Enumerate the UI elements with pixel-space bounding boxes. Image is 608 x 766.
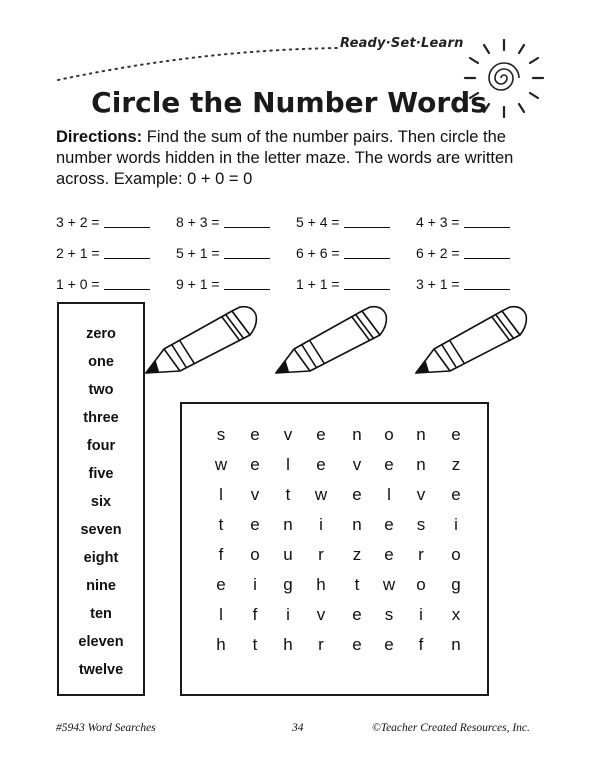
footer-book-title: #5943 Word Searches: [56, 722, 156, 734]
letter-cell[interactable]: w: [314, 485, 328, 504]
problem[interactable]: 3 + 1 =: [416, 276, 536, 292]
word-list-item: eight: [83, 550, 119, 566]
word-list-item: twelve: [78, 662, 124, 678]
brand-logo-text: Ready·Set·Learn: [340, 36, 464, 51]
problem[interactable]: 5 + 4 =: [296, 214, 416, 230]
letter-cell[interactable]: u: [283, 545, 293, 564]
letter-cell[interactable]: v: [283, 425, 293, 444]
letter-cell[interactable]: f: [252, 605, 258, 624]
letter-cell[interactable]: w: [382, 575, 396, 594]
letter-cell[interactable]: n: [283, 515, 293, 534]
letter-cell[interactable]: n: [352, 425, 362, 444]
letter-cell[interactable]: i: [419, 605, 423, 624]
letter-cell[interactable]: i: [319, 515, 323, 534]
letter-cell[interactable]: t: [285, 485, 291, 504]
letter-cell[interactable]: e: [451, 485, 461, 504]
letter-row: [182, 510, 487, 540]
sum-problems: [56, 206, 536, 299]
word-list-item: five: [88, 466, 114, 482]
word-list-box: [57, 302, 145, 696]
letter-cell[interactable]: n: [416, 425, 426, 444]
letter-cell[interactable]: v: [250, 485, 260, 504]
letter-cell[interactable]: e: [451, 425, 461, 444]
problem-row: [56, 268, 536, 299]
letter-cell[interactable]: n: [416, 455, 426, 474]
letter-cell[interactable]: w: [214, 455, 228, 474]
letter-cell[interactable]: e: [316, 455, 326, 474]
problem[interactable]: 1 + 0 =: [56, 276, 176, 292]
letter-cell[interactable]: n: [352, 515, 362, 534]
problem[interactable]: 9 + 1 =: [176, 276, 296, 292]
word-list-item: ten: [90, 606, 112, 622]
problem-row: [56, 206, 536, 237]
letter-row: [182, 540, 487, 570]
letter-cell[interactable]: e: [216, 575, 226, 594]
word-list-item: seven: [80, 522, 122, 538]
letter-cell[interactable]: l: [219, 485, 223, 504]
letter-cell[interactable]: v: [352, 455, 362, 474]
letter-cell[interactable]: g: [283, 575, 293, 594]
letter-cell[interactable]: r: [318, 545, 324, 564]
letter-cell[interactable]: r: [418, 545, 424, 564]
letter-cell[interactable]: l: [286, 455, 290, 474]
letter-cell[interactable]: o: [250, 545, 260, 564]
problem[interactable]: 5 + 1 =: [176, 245, 296, 261]
letter-cell[interactable]: s: [416, 515, 426, 534]
letter-cell[interactable]: o: [451, 545, 461, 564]
letter-cell[interactable]: e: [384, 455, 394, 474]
word-list-item: nine: [86, 578, 116, 594]
letter-cell[interactable]: t: [354, 575, 360, 594]
letter-cell[interactable]: e: [384, 515, 394, 534]
letter-cell[interactable]: e: [352, 485, 362, 504]
letter-cell[interactable]: e: [352, 635, 362, 654]
pencil-icon: [270, 305, 392, 381]
letter-cell[interactable]: l: [387, 485, 391, 504]
letter-cell[interactable]: h: [216, 635, 226, 654]
letter-cell[interactable]: o: [416, 575, 426, 594]
letter-cell[interactable]: s: [216, 425, 226, 444]
letter-cell[interactable]: e: [250, 425, 260, 444]
letter-cell[interactable]: e: [384, 635, 394, 654]
letter-cell[interactable]: i: [286, 605, 290, 624]
letter-maze: [180, 402, 489, 696]
problem[interactable]: 4 + 3 =: [416, 214, 536, 230]
letter-cell[interactable]: z: [352, 545, 362, 564]
letter-cell[interactable]: e: [352, 605, 362, 624]
footer-copyright: ©Teacher Created Resources, Inc.: [372, 722, 530, 734]
word-list-item: two: [88, 382, 114, 398]
letter-cell[interactable]: x: [451, 605, 461, 624]
word-list-item: eleven: [78, 634, 124, 650]
letter-row: [182, 450, 487, 480]
letter-cell[interactable]: f: [218, 545, 224, 564]
problem[interactable]: 6 + 2 =: [416, 245, 536, 261]
letter-cell[interactable]: h: [283, 635, 293, 654]
letter-cell[interactable]: e: [384, 545, 394, 564]
letter-row: [182, 630, 487, 660]
letter-cell[interactable]: t: [252, 635, 258, 654]
letter-cell[interactable]: n: [451, 635, 461, 654]
letter-cell[interactable]: s: [384, 605, 394, 624]
word-list-item: zero: [86, 326, 116, 342]
letter-cell[interactable]: v: [416, 485, 426, 504]
letter-cell[interactable]: e: [250, 515, 260, 534]
problem[interactable]: 1 + 1 =: [296, 276, 416, 292]
problem[interactable]: 8 + 3 =: [176, 214, 296, 230]
letter-cell[interactable]: l: [219, 605, 223, 624]
letter-row: [182, 600, 487, 630]
letter-row: [182, 570, 487, 600]
letter-cell[interactable]: i: [253, 575, 257, 594]
word-list-item: one: [88, 354, 114, 370]
letter-cell[interactable]: v: [316, 605, 326, 624]
pencil-icon: [410, 305, 532, 381]
letter-cell[interactable]: f: [418, 635, 424, 654]
directions-text: [56, 127, 556, 190]
letter-cell[interactable]: g: [451, 575, 461, 594]
problem[interactable]: 3 + 2 =: [56, 214, 176, 230]
letter-cell[interactable]: h: [316, 575, 326, 594]
directions-body: Find the sum of the number pairs. Then circle the number words hidden in the letter maze. The words are written across. Example: 0 + 0 = 0: [56, 128, 514, 188]
letter-cell[interactable]: r: [318, 635, 324, 654]
directions-label: Directions:: [56, 128, 143, 146]
problem[interactable]: 6 + 6 =: [296, 245, 416, 261]
pencil-icon: [140, 305, 262, 381]
letter-cell[interactable]: o: [384, 425, 394, 444]
letter-cell[interactable]: z: [451, 455, 461, 474]
footer-page-number: 34: [292, 722, 304, 734]
letter-row: [182, 480, 487, 510]
word-list-item: six: [90, 494, 112, 510]
letter-row: [182, 420, 487, 450]
problem-row: [56, 237, 536, 268]
letter-cell[interactable]: e: [250, 455, 260, 474]
word-list-item: four: [86, 438, 116, 454]
letter-cell[interactable]: i: [454, 515, 458, 534]
letter-cell[interactable]: e: [316, 425, 326, 444]
problem[interactable]: 2 + 1 =: [56, 245, 176, 261]
letter-cell[interactable]: t: [218, 515, 224, 534]
page-title: Circle the Number Words: [91, 86, 487, 119]
word-list-item: three: [83, 410, 119, 426]
